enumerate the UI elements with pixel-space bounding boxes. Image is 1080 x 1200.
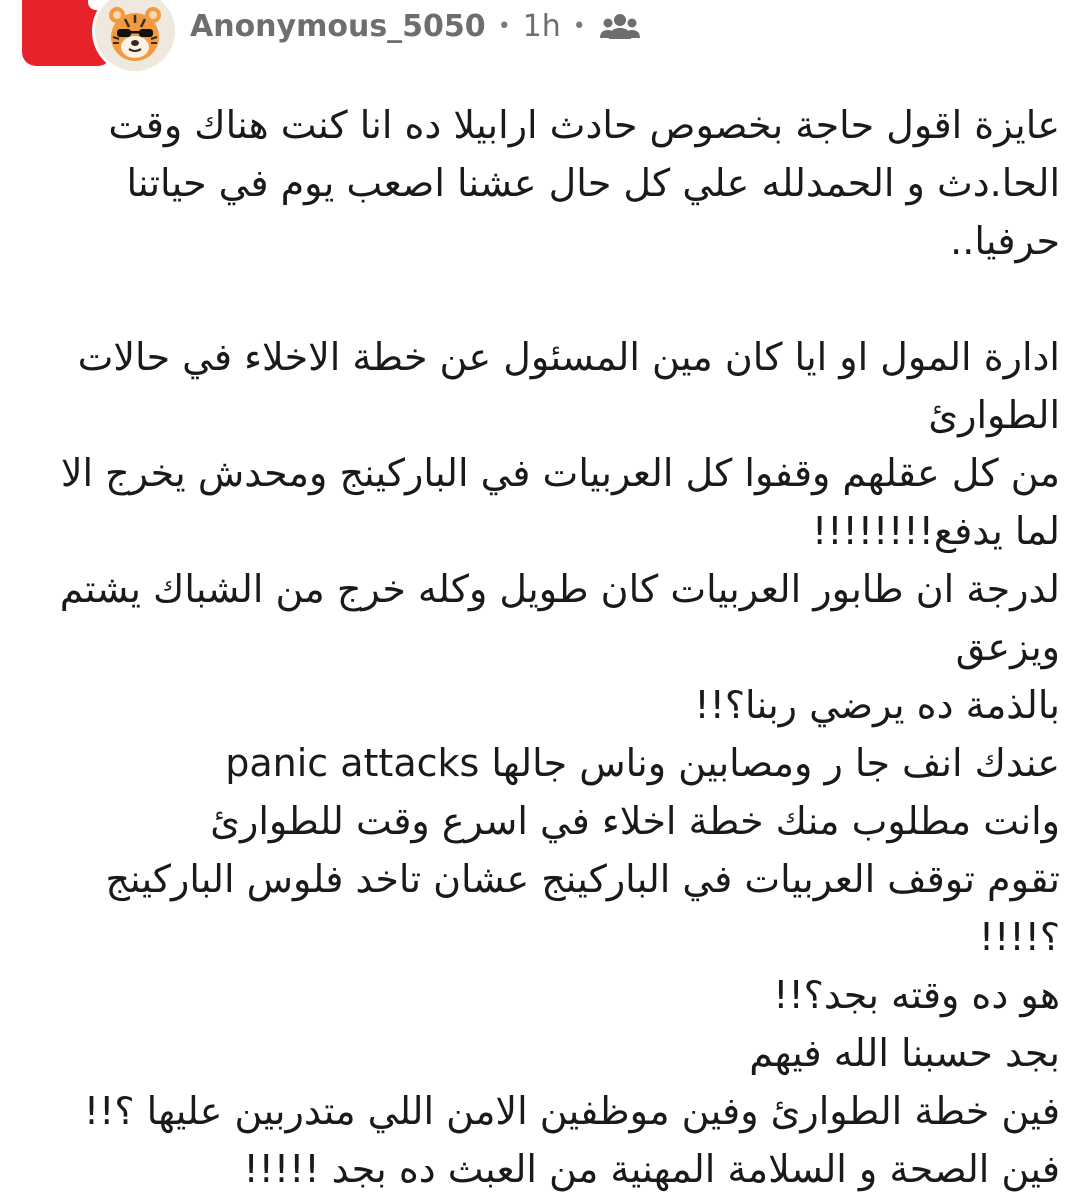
tiger-sunglasses-avatar-icon — [95, 0, 175, 71]
post-paragraph: ادارة المول او ايا كان مين المسئول عن خطة الاخلاء في حالات الطوارئ — [77, 335, 1060, 437]
post-time: 1h — [522, 8, 561, 44]
meta-separator: • — [497, 13, 511, 39]
group-icon — [600, 11, 640, 41]
post-paragraph: وانت مطلوب منك خطة اخلاء في اسرع وقت للطوارئ — [210, 799, 1060, 843]
paragraph-gap — [20, 270, 1060, 328]
post-paragraph: من كل عقلهم وقفوا كل العربيات في الباركينج ومحدش يخرج الا لما يدفع!!!!!!!! — [60, 451, 1060, 553]
post-body — [20, 96, 1060, 1198]
post-paragraph: بجد حسبنا الله فيهم — [749, 1031, 1060, 1075]
post-paragraph: لدرجة ان طابور العربيات كان طويل وكله خرج من الشباك يشتم ويزعق — [59, 567, 1060, 669]
username-link[interactable]: Anonymous_5050 — [190, 8, 486, 44]
post-meta — [190, 2, 640, 50]
post-paragraph: بالذمة ده يرضي ربنا؟!! — [694, 683, 1060, 727]
post-paragraph: عندك انف جا ر ومصابين وناس جالها panic attacks — [225, 741, 1060, 785]
post-header — [0, 0, 1080, 70]
post-paragraph: فين خطة الطوارئ وفين موظفين الامن اللي متدربين عليها ؟!! فين الصحة و السلامة المهنية من العبث ده بجد !!!!! — [83, 1089, 1060, 1191]
post-paragraph: عايزة اقول حاجة بخصوص حادث ارابيلا ده انا كنت هناك وقت الحا.دث و الحمدلله علي كل حال عشنا اصعب يوم في حياتنا حرفيا.. — [108, 103, 1060, 263]
meta-separator-2: • — [572, 13, 586, 39]
post-paragraph: تقوم توقف العربيات في الباركينج عشان تاخد فلوس الباركينج ؟!!!! — [105, 857, 1060, 959]
post-paragraph: هو ده وقته بجد؟!! — [773, 973, 1060, 1017]
